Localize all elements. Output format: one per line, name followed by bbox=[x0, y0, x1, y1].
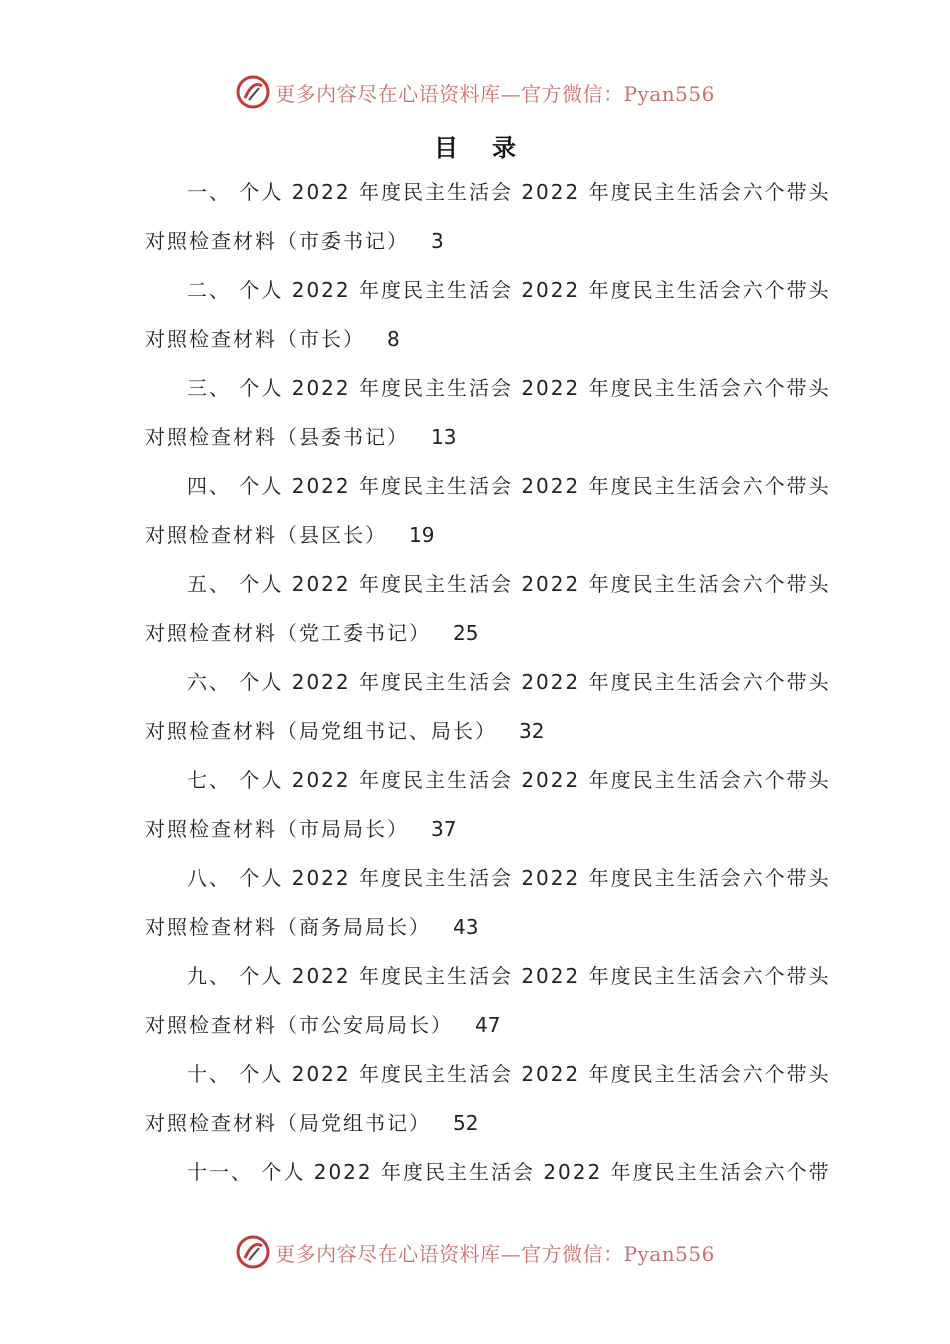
toc-entry-title: 对照检查材料（市长） bbox=[145, 327, 365, 351]
toc-entry-line2 bbox=[145, 511, 815, 560]
toc-entry-title: 对照检查材料（县区长） bbox=[145, 523, 387, 547]
toc-page-number: 13 bbox=[431, 425, 457, 449]
toc-page-number: 32 bbox=[519, 719, 545, 743]
toc-entry[interactable] bbox=[145, 462, 831, 560]
toc-entry-line1: 三、 个人 2022 年度民主生活会 2022 年度民主生活会六个带头 bbox=[187, 376, 831, 400]
toc-entry-title: 对照检查材料（县委书记） bbox=[145, 425, 409, 449]
toc-entry-line1: 六、 个人 2022 年度民主生活会 2022 年度民主生活会六个带头 bbox=[187, 670, 831, 694]
footer-banner-text: 更多内容尽在心语资料库—官方微信：Pyan556 bbox=[275, 1241, 715, 1266]
toc-entry[interactable] bbox=[145, 1148, 831, 1197]
footer-banner bbox=[0, 1232, 950, 1272]
header-banner bbox=[0, 72, 950, 112]
toc-entry-line2 bbox=[145, 609, 815, 658]
toc-entry[interactable] bbox=[145, 1050, 831, 1148]
toc-entry[interactable] bbox=[145, 560, 831, 658]
toc-entry-line1: 二、 个人 2022 年度民主生活会 2022 年度民主生活会六个带头 bbox=[187, 278, 831, 302]
header-banner-text: 更多内容尽在心语资料库—官方微信：Pyan556 bbox=[275, 81, 715, 106]
toc-entry-title: 对照检查材料（商务局局长） bbox=[145, 915, 431, 939]
toc-entry-line1: 八、 个人 2022 年度民主生活会 2022 年度民主生活会六个带头 bbox=[187, 866, 831, 890]
table-of-contents bbox=[145, 168, 831, 1197]
toc-entry-line2 bbox=[145, 707, 815, 756]
toc-entry-title: 对照检查材料（市公安局局长） bbox=[145, 1013, 453, 1037]
toc-entry-title: 对照检查材料（局党组书记、局长） bbox=[145, 719, 497, 743]
toc-page-number: 3 bbox=[431, 229, 444, 253]
toc-entry[interactable] bbox=[145, 266, 831, 364]
toc-page-number: 8 bbox=[387, 327, 400, 351]
page-title: 目录 bbox=[434, 134, 550, 162]
toc-entry-line1: 七、 个人 2022 年度民主生活会 2022 年度民主生活会六个带头 bbox=[187, 768, 831, 792]
toc-page-number: 25 bbox=[453, 621, 479, 645]
brand-logo-icon bbox=[235, 1234, 271, 1270]
toc-page-number: 47 bbox=[475, 1013, 501, 1037]
toc-page-number: 52 bbox=[453, 1111, 479, 1135]
toc-entry-title: 对照检查材料（局党组书记） bbox=[145, 1111, 431, 1135]
toc-entry[interactable] bbox=[145, 364, 831, 462]
toc-entry-line1: 九、 个人 2022 年度民主生活会 2022 年度民主生活会六个带头 bbox=[187, 964, 831, 988]
toc-entry-title: 对照检查材料（党工委书记） bbox=[145, 621, 431, 645]
toc-entry[interactable] bbox=[145, 168, 831, 266]
toc-entry-line1: 一、 个人 2022 年度民主生活会 2022 年度民主生活会六个带头 bbox=[187, 180, 831, 204]
toc-entry-line1: 十、 个人 2022 年度民主生活会 2022 年度民主生活会六个带头 bbox=[187, 1062, 831, 1086]
toc-entry-title: 对照检查材料（市局局长） bbox=[145, 817, 409, 841]
toc-entry[interactable] bbox=[145, 854, 831, 952]
toc-entry-line2 bbox=[145, 903, 815, 952]
toc-entry-line1: 十一、 个人 2022 年度民主生活会 2022 年度民主生活会六个带 bbox=[187, 1160, 831, 1184]
toc-entry-line2 bbox=[145, 413, 815, 462]
toc-entry-line2 bbox=[145, 315, 815, 364]
toc-entry[interactable] bbox=[145, 658, 831, 756]
toc-page-number: 19 bbox=[409, 523, 435, 547]
toc-entry-title: 对照检查材料（市委书记） bbox=[145, 229, 409, 253]
toc-entry[interactable] bbox=[145, 952, 831, 1050]
brand-logo-icon bbox=[235, 74, 271, 110]
toc-entry-line2 bbox=[145, 1099, 815, 1148]
toc-entry-line1: 四、 个人 2022 年度民主生活会 2022 年度民主生活会六个带头 bbox=[187, 474, 831, 498]
toc-entry[interactable] bbox=[145, 756, 831, 854]
toc-entry-line2 bbox=[145, 805, 815, 854]
toc-page-number: 43 bbox=[453, 915, 479, 939]
toc-entry-line2 bbox=[145, 217, 815, 266]
toc-page-number: 37 bbox=[431, 817, 457, 841]
toc-entry-line2 bbox=[145, 1001, 815, 1050]
toc-entry-line1: 五、 个人 2022 年度民主生活会 2022 年度民主生活会六个带头 bbox=[187, 572, 831, 596]
